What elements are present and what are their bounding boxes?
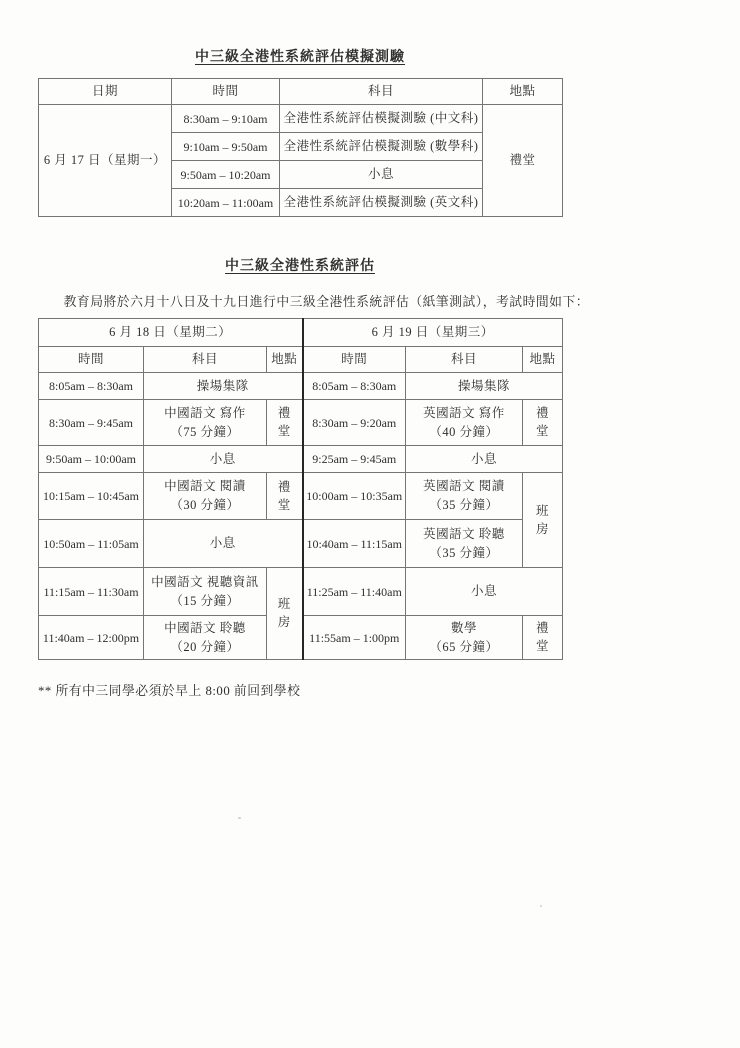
table-row xyxy=(39,373,563,400)
subject-duration: （65 分鐘） xyxy=(429,639,499,654)
venue-label: 禮堂 xyxy=(277,479,291,512)
subject-name: 中國語文 閱讀 xyxy=(164,479,246,494)
day2-header-subject: 科目 xyxy=(406,347,523,373)
subject-name: 數學 xyxy=(450,620,477,635)
assessment-intro: 教育局將於六月十八日及十九日進行中三級全港性系統評估（紙筆測試），考試時間如下： xyxy=(63,295,590,309)
table-row xyxy=(39,446,563,473)
subject-cell xyxy=(144,616,267,660)
time-cell: 8:05am – 8:30am xyxy=(303,373,406,400)
time-cell: 9:10am – 9:50am xyxy=(172,133,280,161)
time-cell: 9:25am – 9:45am xyxy=(303,446,406,473)
time-cell: 8:30am – 9:45am xyxy=(39,400,144,446)
date-cell: 6 月 17 日（星期一） xyxy=(39,105,172,217)
subject-cell: 小息 xyxy=(280,161,483,189)
subject-cell: 小息 xyxy=(144,520,303,568)
subject-duration: （35 分鐘） xyxy=(429,498,499,512)
footnote: ** 所有中三同學必須於早上 8:00 前回到學校 xyxy=(38,684,301,698)
day1-header-venue: 地點 xyxy=(267,347,303,373)
subject-duration: （20 分鐘） xyxy=(170,639,240,654)
subject-name: 英國語文 聆聽 xyxy=(423,526,505,541)
time-cell: 10:00am – 10:35am xyxy=(303,473,406,520)
day2-date-header: 6 月 19 日（星期三） xyxy=(303,319,563,347)
venue-cell: 禮堂 xyxy=(483,105,563,217)
venue-label: 班房 xyxy=(535,503,549,536)
subject-cell xyxy=(406,400,523,446)
subject-cell xyxy=(406,473,523,520)
venue-label: 禮堂 xyxy=(535,621,549,654)
table-row xyxy=(39,473,563,520)
header-venue: 地點 xyxy=(483,79,563,105)
day1-header-time: 時間 xyxy=(39,347,144,373)
subject-name: 中國語文 聆聽 xyxy=(164,620,246,635)
venue-label: 禮堂 xyxy=(535,406,549,439)
subject-duration: （30 分鐘） xyxy=(170,498,240,512)
subject-duration: （35 分鐘） xyxy=(429,545,499,560)
time-cell: 10:40am – 11:15am xyxy=(303,520,406,568)
subject-cell: 小息 xyxy=(406,446,563,473)
table-row xyxy=(39,400,563,446)
table-row xyxy=(39,520,563,568)
assessment-title: 中三級全港性系統評估 xyxy=(225,259,375,274)
subject-cell: 操場集隊 xyxy=(144,373,303,400)
time-cell: 8:30am – 9:10am xyxy=(172,105,280,133)
subject-name: 英國語文 閱讀 xyxy=(423,479,505,494)
header-subject: 科目 xyxy=(280,79,483,105)
subject-cell xyxy=(144,400,267,446)
subject-name: 中國語文 視聽資訊 xyxy=(151,574,259,589)
day2-header-time: 時間 xyxy=(303,347,406,373)
subject-cell xyxy=(144,473,267,520)
time-cell: 11:15am – 11:30am xyxy=(39,568,144,616)
time-cell: 10:15am – 10:45am xyxy=(39,473,144,520)
time-cell: 10:20am – 11:00am xyxy=(172,189,280,217)
time-cell: 9:50am – 10:20am xyxy=(172,161,280,189)
header-time: 時間 xyxy=(172,79,280,105)
subject-cell xyxy=(406,616,523,660)
venue-label: 禮堂 xyxy=(277,406,291,439)
time-cell: 11:40am – 12:00pm xyxy=(39,616,144,660)
document-content xyxy=(38,46,590,712)
time-cell: 11:55am – 1:00pm xyxy=(303,616,406,660)
mock-test-table xyxy=(38,78,563,217)
time-cell: 8:05am – 8:30am xyxy=(39,373,144,400)
venue-cell xyxy=(523,473,563,568)
subject-cell xyxy=(406,520,523,568)
subject-duration: （40 分鐘） xyxy=(429,424,499,439)
assessment-date-header-row xyxy=(39,319,563,347)
venue-label: 班房 xyxy=(277,597,291,630)
mock-test-title: 中三級全港性系統評估模擬測驗 xyxy=(195,50,405,65)
venue-cell xyxy=(523,400,563,446)
table-row xyxy=(39,568,563,616)
day1-date-header: 6 月 18 日（星期二） xyxy=(39,319,303,347)
day1-header-subject: 科目 xyxy=(144,347,267,373)
time-cell: 11:25am – 11:40am xyxy=(303,568,406,616)
time-cell: 8:30am – 9:20am xyxy=(303,400,406,446)
venue-cell xyxy=(267,568,303,660)
scan-speck xyxy=(238,817,241,819)
subject-cell xyxy=(144,568,267,616)
subject-name: 中國語文 寫作 xyxy=(164,405,246,420)
time-cell: 9:50am – 10:00am xyxy=(39,446,144,473)
assessment-table xyxy=(38,318,563,660)
time-cell: 10:50am – 11:05am xyxy=(39,520,144,568)
assessment-subheader-row xyxy=(39,347,563,373)
subject-duration: （15 分鐘） xyxy=(170,593,240,608)
venue-cell xyxy=(523,616,563,660)
subject-cell: 全港性系統評估模擬測驗 (數學科) xyxy=(280,133,483,161)
table-row xyxy=(39,105,563,133)
subject-cell: 小息 xyxy=(406,568,563,616)
mock-test-header-row xyxy=(39,79,563,105)
subject-cell: 全港性系統評估模擬測驗 (中文科) xyxy=(280,105,483,133)
day2-header-venue: 地點 xyxy=(523,347,563,373)
scan-speck xyxy=(540,905,542,907)
header-date: 日期 xyxy=(39,79,172,105)
subject-cell: 小息 xyxy=(144,446,303,473)
subject-cell: 操場集隊 xyxy=(406,373,563,400)
subject-duration: （75 分鐘） xyxy=(170,424,240,439)
subject-name: 英國語文 寫作 xyxy=(423,405,505,420)
subject-cell: 全港性系統評估模擬測驗 (英文科) xyxy=(280,189,483,217)
venue-cell xyxy=(267,400,303,446)
venue-cell xyxy=(267,473,303,520)
